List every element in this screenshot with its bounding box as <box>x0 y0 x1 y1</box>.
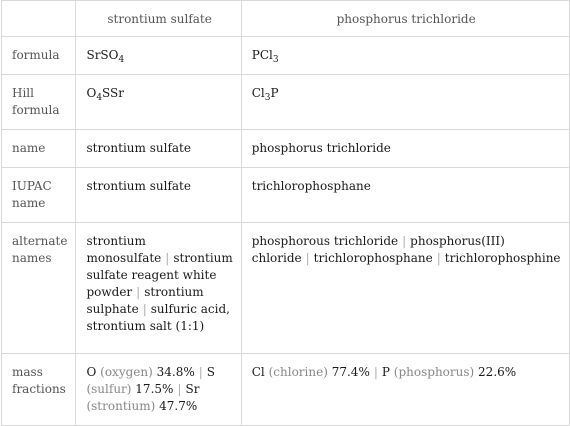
row-alternate-names <box>2 223 570 354</box>
separator: | <box>402 234 407 248</box>
iupac-strontium-sulfate: strontium sulfate <box>76 168 241 223</box>
alt-name: sulfuric acid, strontium salt (1:1) <box>86 302 230 333</box>
mass-fraction-value: 22.6% <box>478 365 517 379</box>
header-row <box>2 1 570 37</box>
row-label-iupac-name: IUPAC name <box>2 168 76 223</box>
alt-name: phosphorus(III) chloride <box>251 234 505 265</box>
separator: | <box>436 251 441 265</box>
mass-fraction-value: 17.5% <box>135 382 174 396</box>
element-symbol: Cl <box>251 365 265 379</box>
formula-strontium-sulfate: SrSO$_4$ <box>76 37 241 75</box>
row-label-hill-formula: Hill formula <box>2 75 76 130</box>
element-name: (phosphorus) <box>393 365 475 379</box>
mass-fraction-value: 77.4% <box>331 365 370 379</box>
iupac-phosphorus-trichloride: trichlorophosphane <box>241 168 569 223</box>
formula-phosphorus-trichloride: PCl$_3$ <box>241 37 569 75</box>
row-label-formula: formula <box>2 37 76 75</box>
mass-fraction-value: 47.7% <box>159 399 198 413</box>
element-name: (chlorine) <box>268 365 328 379</box>
element-symbol: Sr <box>185 382 200 396</box>
element-name: (strontium) <box>86 399 156 413</box>
row-name <box>2 130 570 168</box>
row-formula <box>2 37 570 75</box>
alt-name: phosphorous trichloride <box>251 234 399 248</box>
separator: | <box>142 302 147 316</box>
row-mass-fractions <box>2 354 570 426</box>
separator: | <box>373 365 378 379</box>
header-phosphorus-trichloride: phosphorus trichloride <box>241 1 569 37</box>
mass-fractions-strontium-sulfate <box>76 354 241 426</box>
hill-strontium-sulfate: $O_4SSr$ <box>76 75 241 130</box>
separator: | <box>198 365 203 379</box>
alt-name: strontium monosulfate <box>86 234 162 265</box>
header-empty <box>2 1 76 37</box>
alt-names-phosphorus-trichloride <box>241 223 569 354</box>
element-symbol: O <box>86 365 97 379</box>
separator: | <box>136 285 141 299</box>
row-iupac-name <box>2 168 570 223</box>
separator: | <box>177 382 182 396</box>
separator: | <box>305 251 310 265</box>
alt-name: strontium sulphate <box>86 285 204 316</box>
element-name: (oxygen) <box>100 365 153 379</box>
row-label-mass-fractions: mass fractions <box>2 354 76 426</box>
element-symbol: P <box>381 365 390 379</box>
name-strontium-sulfate: strontium sulfate <box>76 130 241 168</box>
alt-name: strontium sulfate reagent white powder <box>86 251 233 299</box>
name-phosphorus-trichloride: phosphorus trichloride <box>241 130 569 168</box>
element-symbol: S <box>206 365 216 379</box>
properties-table <box>1 0 570 426</box>
hill-phosphorus-trichloride: $Cl_3P$ <box>241 75 569 130</box>
alt-name: trichlorophosphane <box>313 251 433 265</box>
separator: | <box>165 251 170 265</box>
alt-names-strontium-sulfate <box>76 223 241 354</box>
mass-fractions-phosphorus-trichloride <box>241 354 569 426</box>
row-hill-formula <box>2 75 570 130</box>
mass-fraction-value: 34.8% <box>156 365 195 379</box>
row-label-name: name <box>2 130 76 168</box>
alt-name: trichlorophosphine <box>444 251 561 265</box>
row-label-alternate-names: alternate names <box>2 223 76 354</box>
header-strontium-sulfate: strontium sulfate <box>76 1 241 37</box>
element-name: (sulfur) <box>86 382 132 396</box>
